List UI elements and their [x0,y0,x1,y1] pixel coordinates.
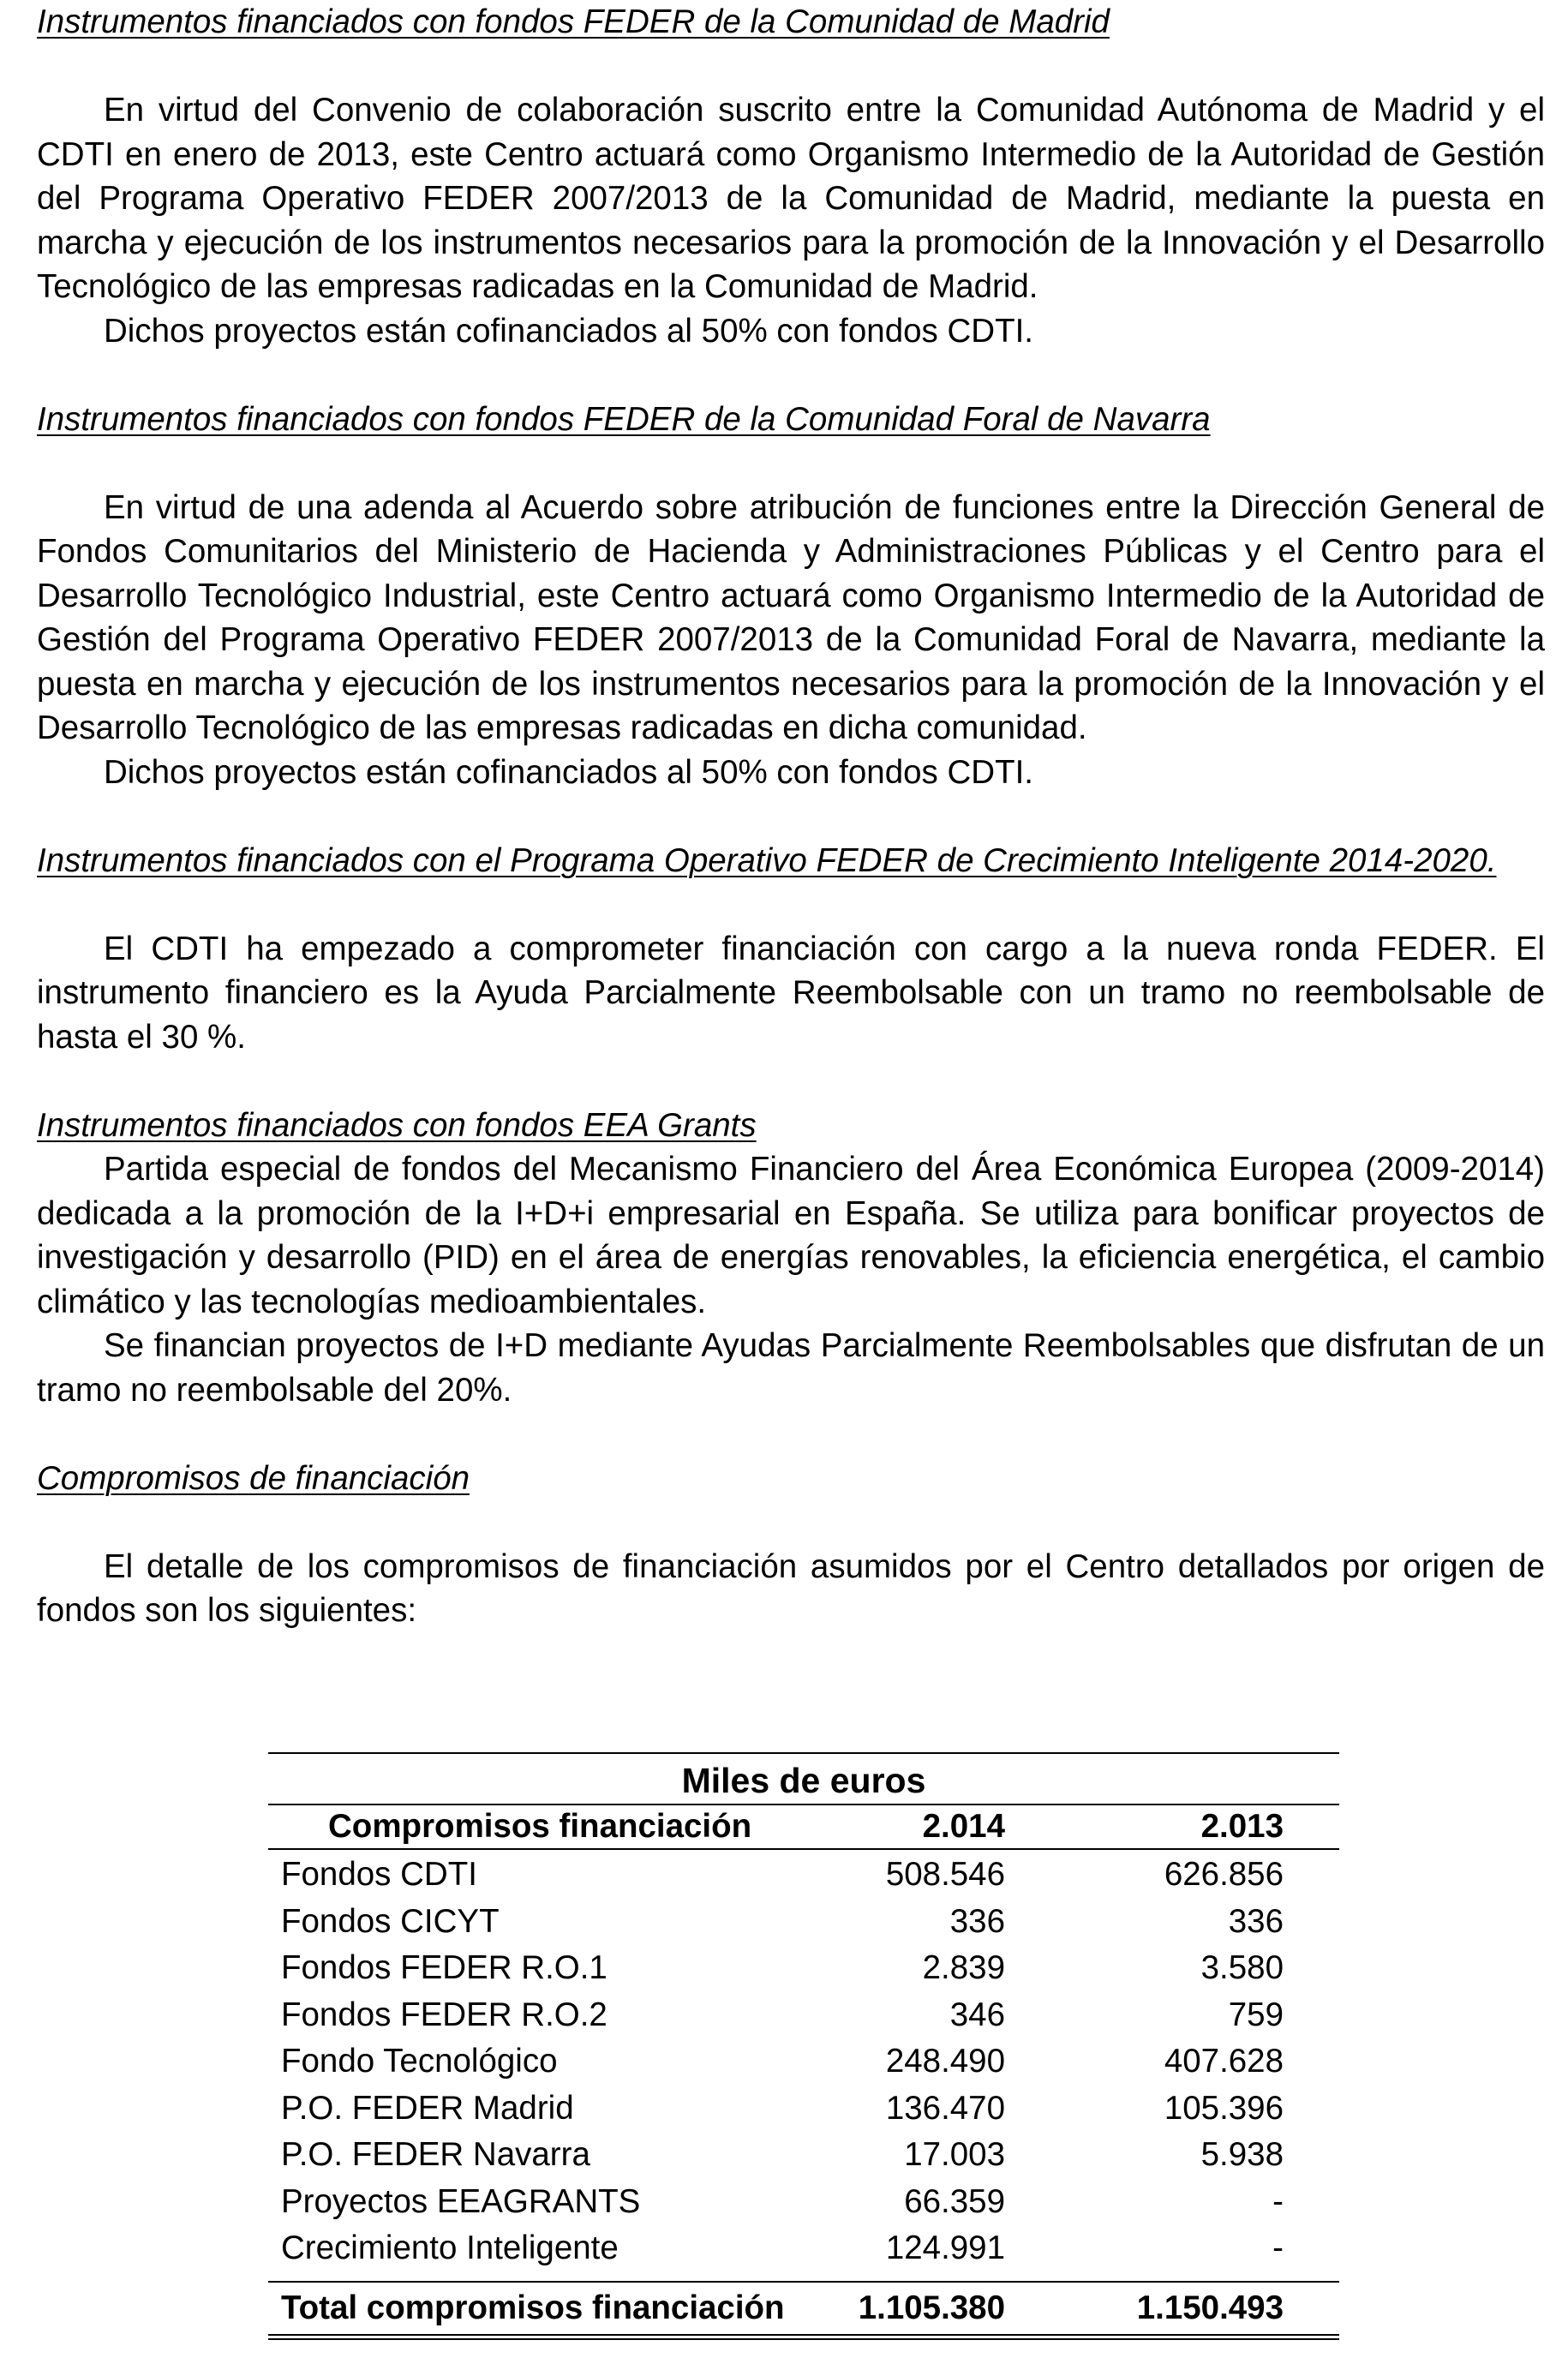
table-row [268,2037,1339,2084]
row-label: Proyectos EEAGRANTS [281,2182,641,2220]
table-header-row [268,1804,1339,1850]
row-value-2014: 248.490 [885,2043,1005,2080]
table-row [268,2177,1339,2224]
total-label: Total compromisos financiación [281,2289,785,2326]
row-value-2014: 2.839 [922,1949,1005,1986]
table-total-row [268,2281,1339,2340]
paragraph-eea-grants-proyectos: Se financian proyectos de I+D mediante Ayudas Parcialmente Reembolsables que disfrutan de un tramo no reembolsable del 20%. [37,1327,1545,1409]
section-heading-navarra: Instrumentos financiados con fondos FEDER de la Comunidad Foral de Navarra [37,400,1211,438]
paragraph-madrid-cofinanciacion: Dichos proyectos están cofinanciados al 50% con fondos CDTI. [104,312,1033,350]
section-heading-crecimiento-inteligente: Instrumentos financiados con el Programa Operativo FEDER de Crecimiento Inteligente 2014-2020. [37,841,1497,879]
row-label: Fondos FEDER R.O.2 [281,1996,607,2033]
row-label: Fondos FEDER R.O.1 [281,1949,607,1986]
total-value-2013: 1.150.493 [1136,2289,1284,2326]
row-value-2014: 66.359 [904,2182,1005,2220]
row-label: Crecimiento Inteligente [281,2229,619,2266]
row-label: Fondos CICYT [281,1902,500,1940]
row-value-2013: 5.938 [1200,2136,1284,2173]
paragraph-navarra-adenda: En virtud de una adenda al Acuerdo sobre atribución de funciones entre la Dirección General de Fondos Comunitarios del Ministerio de Hacienda y Administraciones Públicas y el Centro para el Desarrollo Tecnológico Industrial, este Centro actuará como Organismo Intermedio de la Autoridad de Gestión del Programa Operativo FEDER 2007/2013 de la Comunidad Foral de Navarra, mediante la puesta en marcha y ejecución de los instrumentos necesarios para la promoción de la Innovación y el Desarrollo Tecnológico de las empresas radicadas en dicha comunidad. [37,488,1545,746]
table-row [268,2130,1339,2177]
compromisos-table [268,1752,1339,2340]
row-value-2014: 346 [949,1996,1005,2033]
table-body [268,1850,1339,2271]
row-value-2014: 136.470 [885,2089,1005,2127]
row-label: P.O. FEDER Navarra [281,2136,590,2173]
paragraph-compromisos-detalle: El detalle de los compromisos de financiación asumidos por el Centro detallados por origen de fondos son los siguientes: [37,1547,1545,1629]
table-row [268,1897,1339,1944]
section-heading-madrid: Instrumentos financiados con fondos FEDER de la Comunidad de Madrid [37,3,1110,40]
paragraph-madrid-convenio: En virtud del Convenio de colaboración suscrito entre la Comunidad Autónoma de Madrid y el CDTI en enero de 2013, este Centro actuará como Organismo Intermedio de la Autoridad de Gestión del Programa Operativo FEDER 2007/2013 de la Comunidad de Madrid, mediante la puesta en marcha y ejecución de los instrumentos necesarios para la promoción de la Innovación y el Desarrollo Tecnológico de las empresas radicadas en la Comunidad de Madrid. [37,92,1545,305]
row-value-2013: 105.396 [1164,2089,1284,2127]
row-value-2014: 336 [949,1902,1005,1940]
paragraph-eea-grants-partida: Partida especial de fondos del Mecanismo Financiero del Área Económica Europea (2009-2014) dedicada a la promoción de la I+D+i empresarial en España. Se utiliza para bonificar proyectos de investigación y desarrollo (PID) en el área de energías renovables, la eficiencia energética, el cambio climático y las tecnologías medioambientales. [37,1151,1545,1320]
header-year-2013: 2.013 [1200,1808,1284,1845]
row-value-2013: - [1272,2182,1284,2220]
paragraph-crecimiento-inteligente: El CDTI ha empezado a comprometer financiación con cargo a la nueva ronda FEDER. El instrumento financiero es la Ayuda Parcialmente Reembolsable con un tramo no reembolsable de hasta el 30 %. [37,930,1545,1056]
row-value-2013: - [1272,2229,1284,2266]
row-label: Fondos CDTI [281,1856,477,1893]
total-value-2014: 1.105.380 [858,2289,1005,2326]
row-value-2014: 17.003 [904,2136,1005,2173]
row-value-2013: 407.628 [1164,2043,1284,2080]
row-label: P.O. FEDER Madrid [281,2089,574,2127]
table-row [268,1943,1339,1990]
table-row [268,1850,1339,1897]
table-row [268,1990,1339,2038]
header-compromisos-financiacion: Compromisos financiación [328,1808,752,1845]
row-label: Fondo Tecnológico [281,2043,558,2080]
document-page [37,0,1545,1633]
table-row [268,2084,1339,2131]
row-value-2013: 759 [1228,1996,1284,2033]
table-row [268,2223,1339,2271]
row-value-2013: 336 [1228,1902,1284,1940]
table-caption: Miles de euros [681,1761,926,1800]
paragraph-navarra-cofinanciacion: Dichos proyectos están cofinanciados al 50% con fondos CDTI. [104,753,1033,791]
row-value-2013: 3.580 [1200,1949,1284,1986]
section-heading-eea-grants: Instrumentos financiados con fondos EEA Grants [37,1106,757,1144]
row-value-2014: 124.991 [885,2229,1005,2266]
header-year-2014: 2.014 [922,1808,1005,1845]
row-value-2014: 508.546 [885,1856,1005,1893]
section-heading-compromisos: Compromisos de financiación [37,1459,470,1497]
row-value-2013: 626.856 [1164,1856,1284,1893]
